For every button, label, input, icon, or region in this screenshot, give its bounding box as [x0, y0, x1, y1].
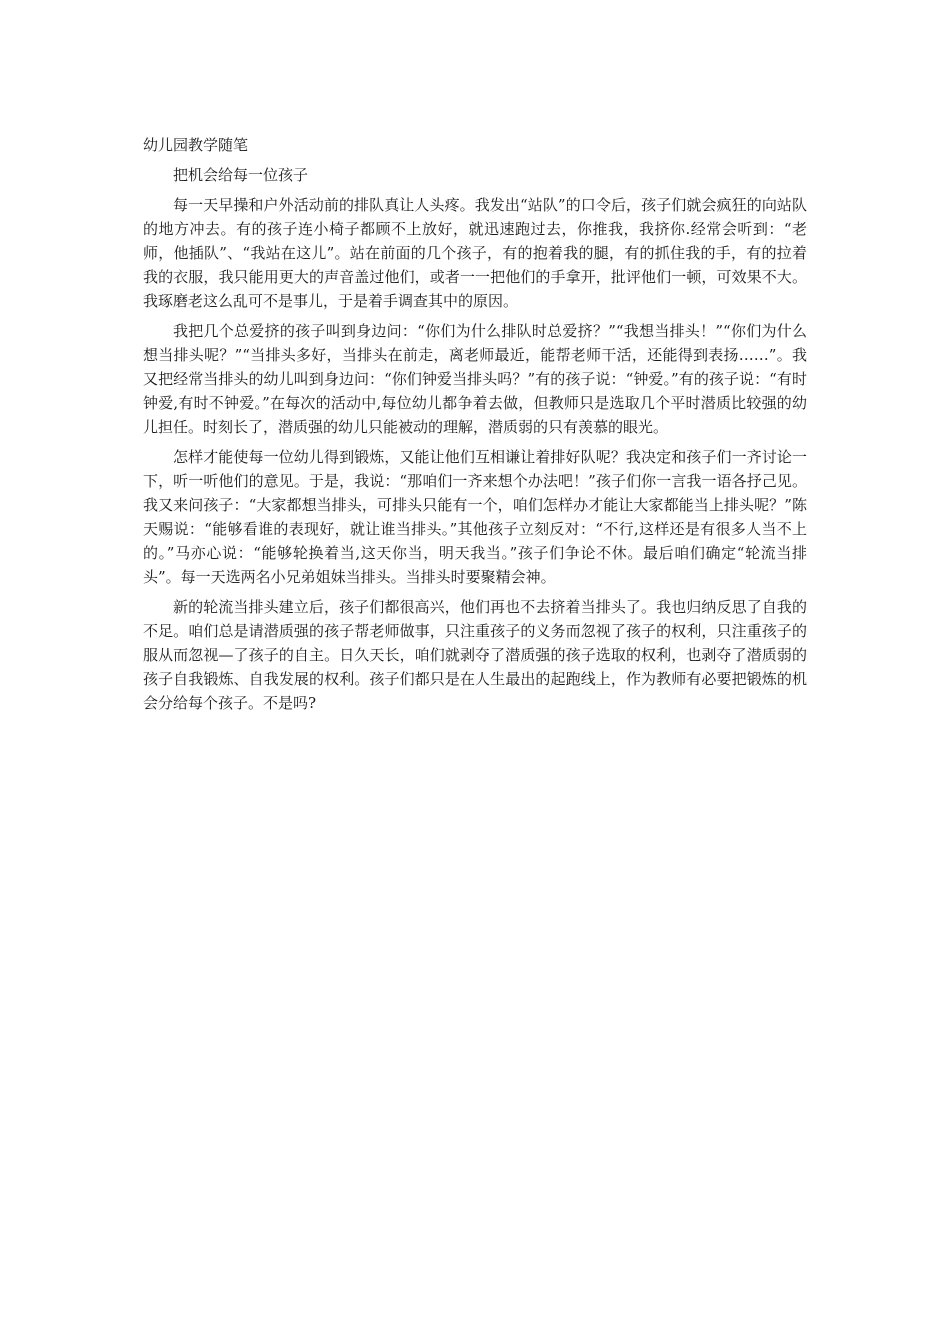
document-body [143, 133, 807, 721]
paragraph-2: 我把几个总爱挤的孩子叫到身边问：“你们为什么排队时总爱挤？”“我想当排头！”“你们为什么想当排头呢？”“当排头多好，当排头在前走，离老师最近，能帮老师干活，还能得到表扬……”。我又把经常当排头的幼儿叫到身边问：“你们钟爱当排头吗？”有的孩子说：“钟爱。”有的孩子说：“有时钟爱,有时不钟爱。”在每次的活动中,每位幼儿都争着去做，但教师只是选取几个平时潜质比较强的幼儿担任。时刻长了，潜质强的幼儿只能被动的理解，潜质弱的只有羡慕的眼光。 [143, 322, 807, 436]
document-title: 幼儿园教学随笔 [143, 136, 249, 154]
article-title: 把机会给每一位孩子 [173, 166, 309, 184]
paragraph-4: 新的轮流当排头建立后，孩子们都很高兴，他们再也不去挤着当排头了。我也归纳反思了自我的不足。咱们总是请潜质强的孩子帮老师做事，只注重孩子的义务而忽视了孩子的权利，只注重孩子的服从而忽视—了孩子的自主。日久天长，咱们就剥夺了潜质强的孩子选取的权利，也剥夺了潜质弱的孩子自我锻炼、自我发展的权利。孩子们都只是在人生最出的起跑线上，作为教师有必要把锻炼的机会分给每个孩子。不是吗? [143, 598, 807, 712]
paragraph-3: 怎样才能使每一位幼儿得到锻炼，又能让他们互相谦让着排好队呢？我决定和孩子们一齐讨论一下，听一听他们的意见。于是，我说：“那咱们一齐来想个办法吧！”孩子们你一言我一语各抒己见。我又来问孩子：“大家都想当排头，可排头只能有一个，咱们怎样办才能让大家都能当上排头呢？”陈天赐说：“能够看谁的表现好，就让谁当排头。”其他孩子立刻反对：“不行,这样还是有很多人当不上的。”马亦心说：“能够轮换着当,这天你当，明天我当。”孩子们争论不休。最后咱们确定“轮流当排头”。每一天选两名小兄弟姐妹当排头。当排头时要聚精会神。 [143, 448, 807, 586]
paragraph-1: 每一天早操和户外活动前的排队真让人头疼。我发出“站队”的口令后，孩子们就会疯狂的向站队的地方冲去。有的孩子连小椅子都顾不上放好，就迅速跑过去，你推我，我挤你.经常会听到：“老师，他插队”、“我站在这儿”。站在前面的几个孩子，有的抱着我的腿，有的抓住我的手，有的拉着我的衣服，我只能用更大的声音盖过他们，或者一一把他们的手拿开，批评他们一顿，可效果不大。我琢磨老这么乱可不是事儿，于是着手调查其中的原因。 [143, 196, 807, 310]
